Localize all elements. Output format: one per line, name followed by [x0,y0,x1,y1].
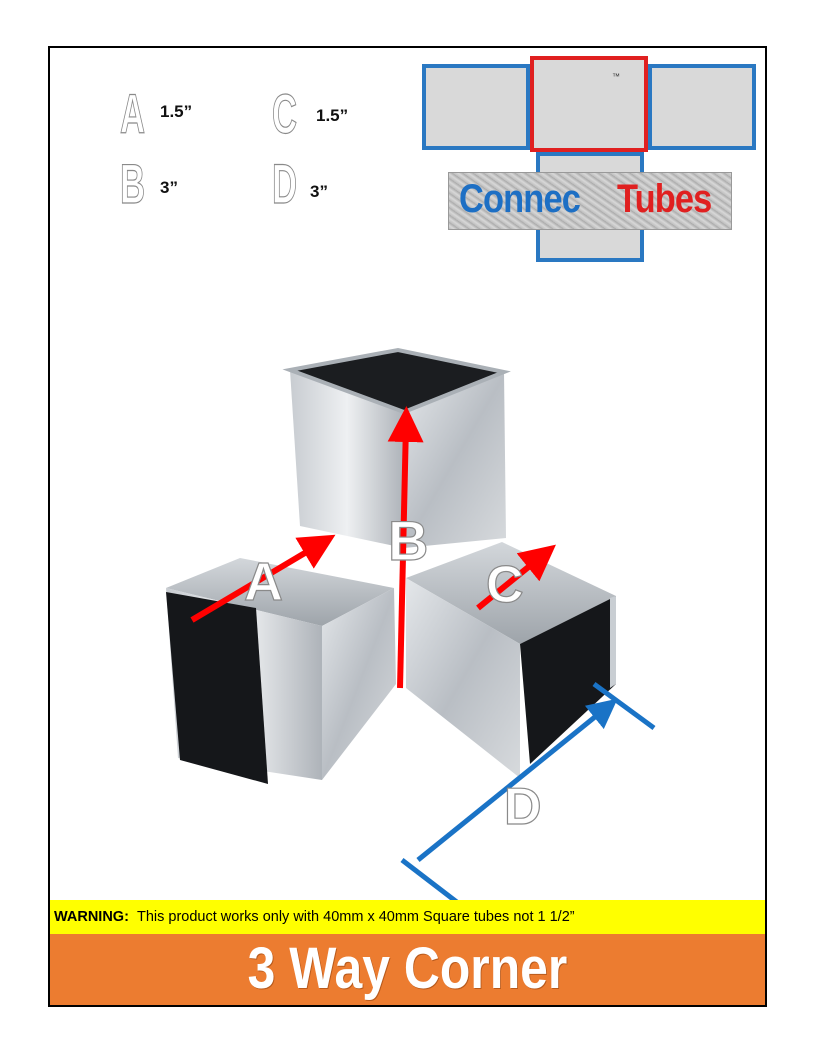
dimension-tick-d-start [402,860,462,900]
logo-brand-word-tubes: Tubes [617,177,712,221]
product-label-b: B [388,509,429,572]
product-title: 3 Way Corner [247,936,568,1001]
dimension-tick-d-end [594,684,654,728]
page-frame [48,46,767,1007]
product-label-a: A [244,552,283,612]
title-bar [50,934,765,1005]
logo-brand-word-connec: Connec [459,177,580,221]
product-label-c: C [486,556,524,614]
dimension-value-a: 1.5” [160,102,193,121]
warning-label: WARNING: [54,909,129,925]
product-label-d: D [504,778,542,836]
dimension-value-d: 3” [310,182,328,201]
product-image-3-way-corner [50,48,765,900]
dimension-letter-c: C [272,82,298,145]
dimension-letter-d: D [272,152,298,215]
trademark-symbol: ™ [612,72,620,81]
dimension-letter-a: A [120,82,146,145]
dimension-value-c: 1.5” [316,106,349,125]
dimension-value-b: 3” [160,178,178,197]
warning-bar [50,900,765,934]
warning-message: This product works only with 40mm x 40mm Square tubes not 1 1/2” [136,909,575,925]
dimension-letter-b: B [120,152,146,215]
